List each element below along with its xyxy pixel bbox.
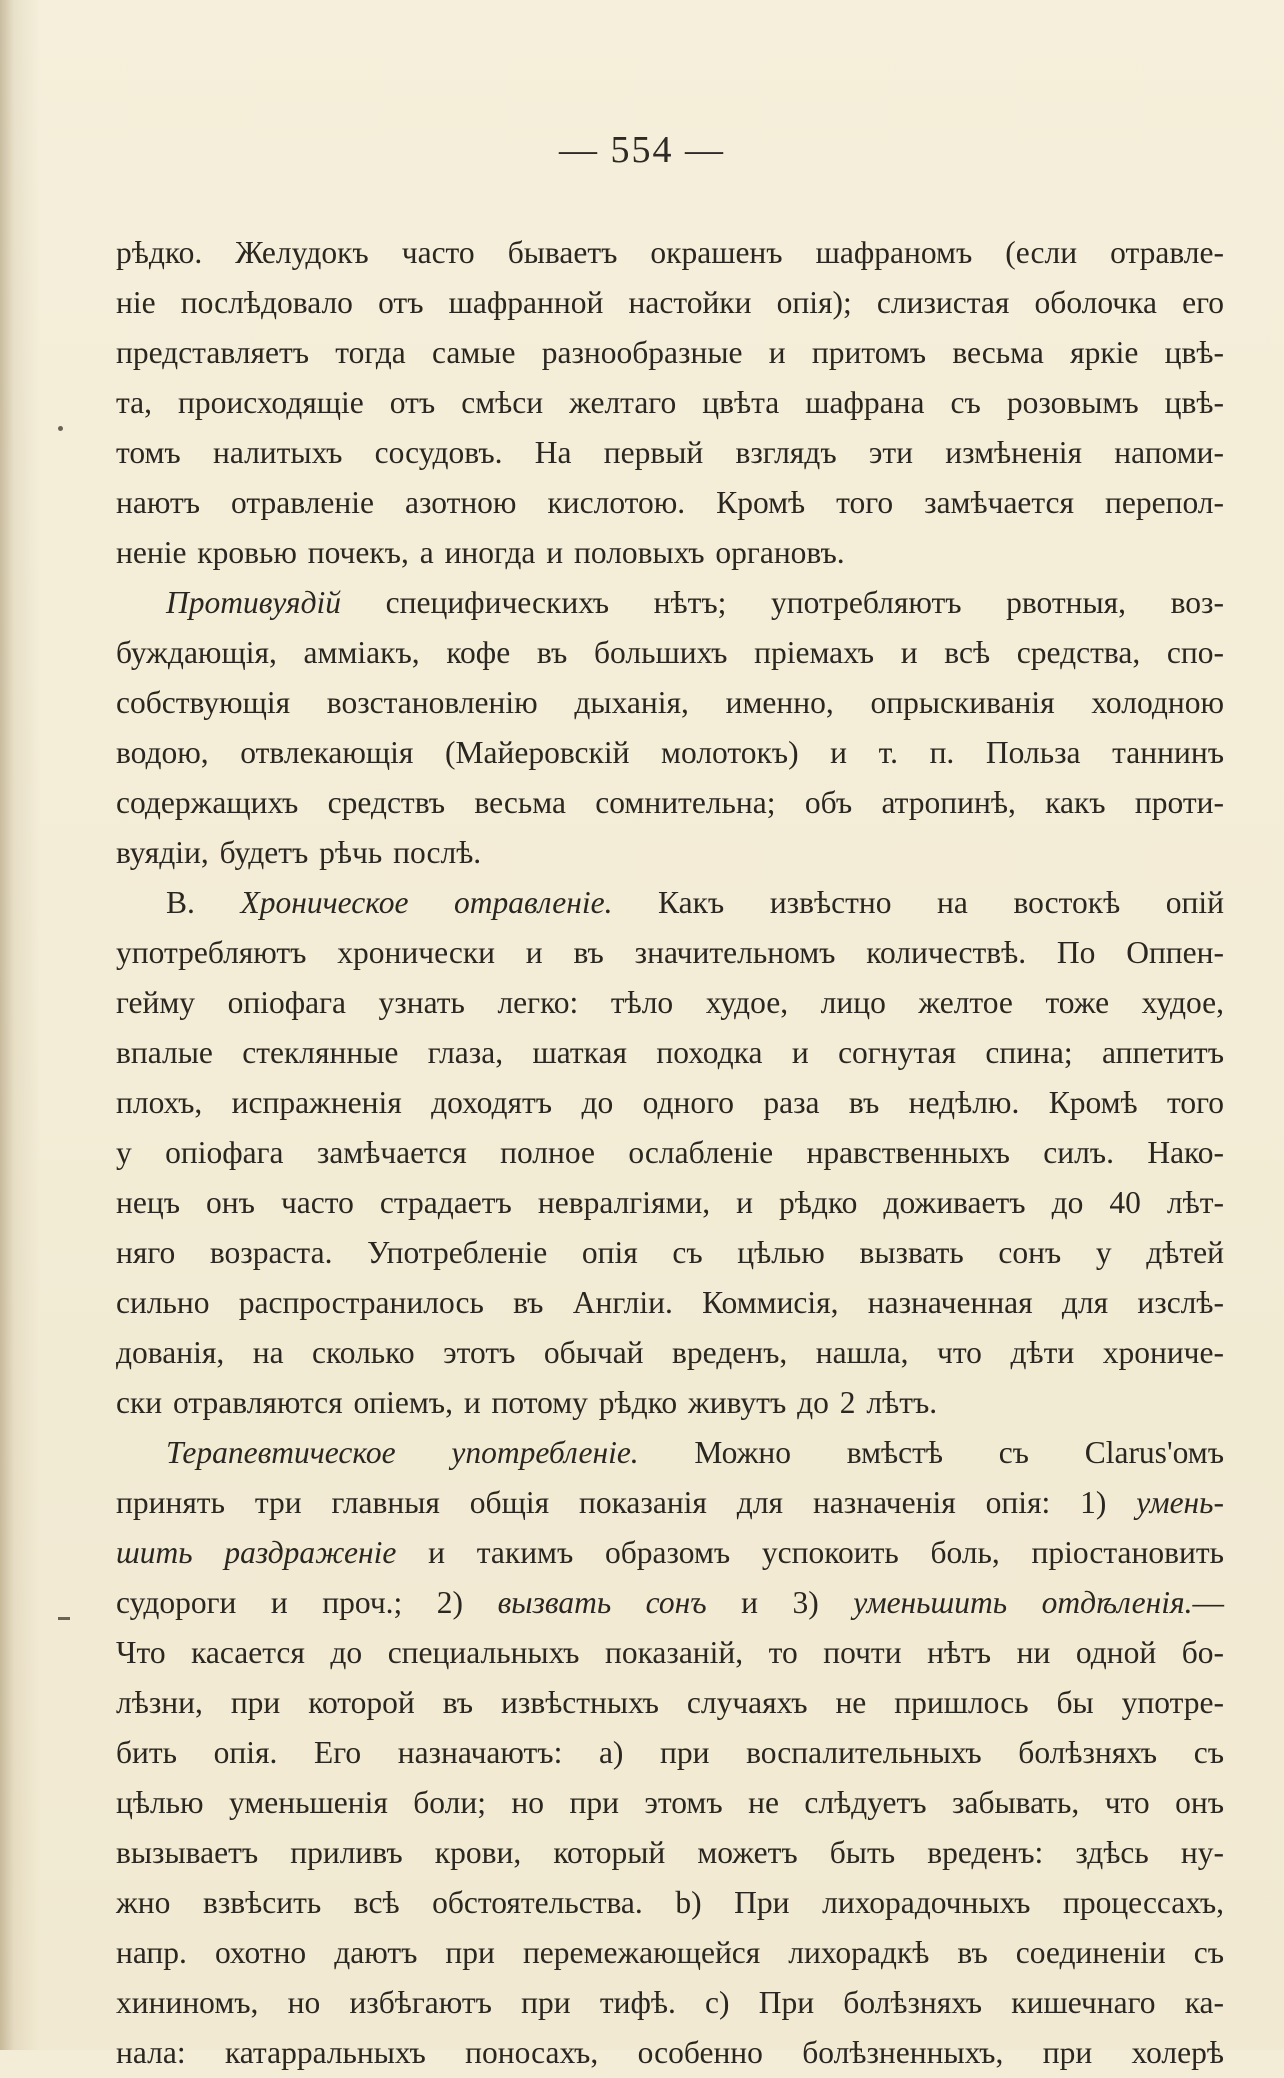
- text-line: собствующія возстановленію дыханія, именно, опрыскиванія холодною: [116, 685, 1224, 720]
- text-run: Можно вмѣстѣ съ Clarus'омъ: [638, 1435, 1224, 1470]
- text-line: [116, 1528, 1224, 1578]
- text-run: принять три главныя общія показанія для назначенія опія: 1): [116, 1485, 1137, 1520]
- text-line: томъ налитыхъ сосудовъ. На первый взглядъ эти измѣненія напоми-: [116, 435, 1224, 470]
- text-line: дованія, на сколько этотъ обычай вреденъ, нашла, что дѣти хрониче-: [116, 1335, 1224, 1370]
- italic-term: Противуядій: [166, 585, 342, 620]
- italic-heading: Терапевтическое употребленіе.: [166, 1435, 639, 1470]
- italic-term: вызвать сонъ: [497, 1585, 707, 1620]
- margin-dash: [58, 1617, 70, 1620]
- text-line: вызываетъ приливъ крови, который можетъ быть вреденъ: здѣсь ну-: [116, 1835, 1224, 1870]
- page-number: — 554 —: [559, 129, 725, 171]
- text-line: сильно распространилось въ Англіи. Коммисія, назначенная для изслѣ-: [116, 1285, 1224, 1320]
- text-line: жно взвѣсить всѣ обстоятельства. b) При лихорадочныхъ процессахъ,: [116, 1885, 1224, 1920]
- text-line: та, происходящіе отъ смѣси желтаго цвѣта шафрана съ розовымъ цвѣ-: [116, 385, 1224, 420]
- text-line: нецъ онъ часто страдаетъ невралгіями, и рѣдко доживаетъ до 40 лѣт-: [116, 1185, 1224, 1220]
- text-line: няго возраста. Употребленіе опія съ цѣлью вызвать сонъ у дѣтей: [116, 1235, 1224, 1270]
- text-line: [116, 1428, 1224, 1478]
- text-run: —: [1192, 1585, 1224, 1620]
- italic-term: умень-: [1136, 1485, 1224, 1520]
- paragraph-1: [116, 228, 1224, 578]
- text-line: неніе кровью почекъ, а иногда и половыхъ органовъ.: [116, 535, 845, 570]
- text-line: плохъ, испражненія доходятъ до одного раза въ недѣлю. Кромѣ того: [116, 1085, 1224, 1120]
- text-line: вуядіи, будетъ рѣчь послѣ.: [116, 835, 482, 870]
- text-line: гейму опіофага узнать легко: тѣло худое, лицо желтое тоже худое,: [116, 985, 1224, 1020]
- text-line: [116, 1578, 1224, 1628]
- text-line: рѣдко. Желудокъ часто бываетъ окрашенъ шафраномъ (если отравле-: [116, 235, 1224, 270]
- italic-term: уменьшить отдѣленія.: [853, 1585, 1193, 1620]
- paragraph-4: [116, 1428, 1224, 2078]
- text-line: употребляютъ хронически и въ значительномъ количествѣ. По Оппен-: [116, 935, 1224, 970]
- page-body: [116, 228, 1224, 2078]
- text-line: бить опія. Его назначаютъ: а) при воспалительныхъ болѣзняхъ съ: [116, 1735, 1224, 1770]
- paragraph-2: [116, 578, 1224, 878]
- italic-term: шить раздраженіе: [116, 1535, 397, 1570]
- text-line: буждающія, аммiакъ, кофе въ большихъ пріемахъ и всѣ средства, спо-: [116, 635, 1224, 670]
- italic-heading: Хроническое отравленіе.: [240, 885, 613, 920]
- margin-dot: [58, 426, 63, 431]
- text-line: Что касается до специальныхъ показаній, то почти нѣтъ ни одной бо-: [116, 1635, 1224, 1670]
- text-line: лѣзни, при которой въ извѣстныхъ случаяхъ не пришлось бы употре-: [116, 1685, 1224, 1720]
- text-line: [116, 578, 1224, 628]
- text-line: представляетъ тогда самые разнообразные и притомъ весьма яркіе цвѣ-: [116, 335, 1224, 370]
- text-line: хининомъ, но избѣгаютъ при тифѣ. с) При болѣзняхъ кишечнаго ка-: [116, 1985, 1224, 2020]
- text-line: содержащихъ средствъ весьма сомнительна; объ атропинѣ, какъ проти-: [116, 785, 1224, 820]
- text-run: судороги и проч.; 2): [116, 1585, 498, 1620]
- text-line: ски отравляются опіемъ, и потому рѣдко живутъ до 2 лѣтъ.: [116, 1385, 938, 1420]
- text-line: [116, 878, 1224, 928]
- text-line: у опіофага замѣчается полное ослабленіе нравственныхъ силъ. Нако-: [116, 1135, 1224, 1170]
- text-line: [116, 1478, 1224, 1528]
- text-run: и 3): [706, 1585, 854, 1620]
- paragraph-3: [116, 878, 1224, 1428]
- text-line: цѣлью уменьшенія боли; но при этомъ не слѣдуетъ забывать, что онъ: [116, 1785, 1224, 1820]
- section-letter: В.: [166, 885, 241, 920]
- text-run: специфическихъ нѣтъ; употребляютъ рвотныя, воз-: [341, 585, 1224, 620]
- text-line: ніе послѣдовало отъ шафранной настойки опія); слизистая оболочка его: [116, 285, 1224, 320]
- text-line: напр. охотно даютъ при перемежающейся лихорадкѣ въ соединеніи съ: [116, 1935, 1224, 1970]
- text-run: Какъ извѣстно на востокѣ опій: [612, 885, 1224, 920]
- text-line: нала: катарральныхъ поносахъ, особенно болѣзненныхъ, при холерѣ: [116, 2035, 1224, 2070]
- text-run: и такимъ образомъ успокоить боль, пріостановить: [396, 1535, 1224, 1570]
- text-line: водою, отвлекающія (Майеровскій молотокъ) и т. п. Польза таннинъ: [116, 735, 1224, 770]
- text-line: впалые стеклянные глаза, шаткая походка и согнутая спина; аппетитъ: [116, 1035, 1224, 1070]
- text-line: наютъ отравленіе азотною кислотою. Кромѣ того замѣчается перепол-: [116, 485, 1224, 520]
